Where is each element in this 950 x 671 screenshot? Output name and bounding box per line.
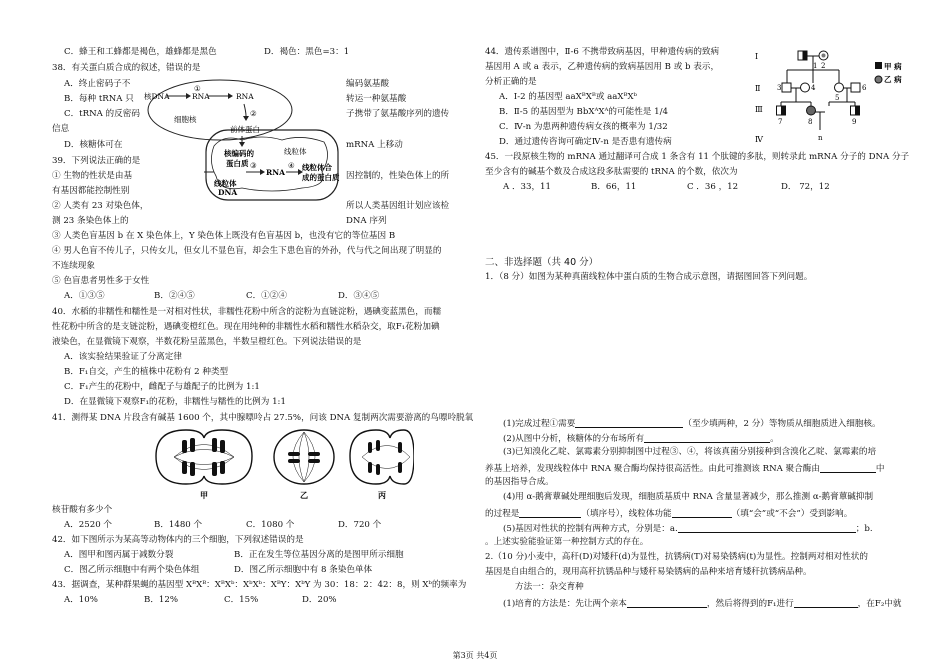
q40-option-d: D．在显微镜下观察F₁的花粉，非糯性与糯性的比例为 1:1 [64, 397, 286, 407]
q43-stem: 43．据调查，某种群果蝇的基因型 XᴮXᴮ：XᴮXᵇ：XᵇXᵇ：XᴮY：XᵇY 为 30：18：2：42：8，则 Xᵇ的频率为 [52, 580, 467, 590]
p1-sub1-a: (1)完成过程①需要 [503, 419, 576, 429]
p1-blank-4[interactable] [519, 508, 581, 518]
pedigree-num-3: 3 [777, 84, 782, 92]
q38-option-c: C．tRNA 的反密码 [64, 109, 140, 119]
q37-option-c: C．蜂王和工蜂都是褐色，雄蜂都是黑色 [64, 47, 217, 57]
q38-option-b-tail: 转运一种氨基酸 [346, 94, 407, 104]
p1-sub3d: 的基因指导合成。 [485, 477, 554, 487]
p1-sub2-b: 。 [770, 434, 779, 444]
q39-statement-4b: 不连续现象 [52, 261, 95, 271]
q39-option-d: D．③④⑤ [338, 291, 380, 301]
q41-option-a: A．2520 个 [64, 520, 112, 530]
diagram-nuclear-dna: 核DNA [144, 92, 170, 101]
q44-option-d: D．通过遗传咨询可确定Ⅳ-n 是否患有遗传病 [499, 137, 672, 147]
diagram-rna-2: RNA [236, 92, 254, 101]
q43-option-b: B．12% [144, 595, 179, 605]
pedigree-person-4 [801, 83, 810, 92]
p2-sub1-b: ，然后将得到的F₁进行 [706, 599, 794, 609]
diagram-precursor-protein: 前体蛋白 [230, 125, 260, 134]
q39-statement-5: ⑤ 色盲患者男性多于女性 [52, 276, 150, 286]
diagram-step-2: ② [250, 109, 257, 118]
q45-options [503, 183, 830, 192]
pedigree-person-8 [807, 106, 816, 115]
q38-option-b: B．每种 tRNA 只 [64, 94, 134, 104]
q39-stem: 39．下列说法正确的是 [52, 156, 141, 166]
p1-sub5 [503, 523, 873, 534]
p1-sub1-b: （至少填两种，2 分）等物质从细胞质进入细胞核。 [683, 419, 881, 429]
q41-line-1: 41．测得某 DNA 片段含有碱基 1600 个，其中腺嘌呤占 27.5%，问该 DNA 复制两次需要游离的鸟嘌呤脱氧 [52, 413, 474, 423]
q41-option-c: C．1080 个 [246, 520, 295, 530]
cell-bing-label: 丙 [378, 490, 386, 500]
q45-line-2: 至少含有的碱基个数及合成这段多肽需要的 tRNA 的个数，依次为 [485, 167, 738, 177]
q41-options [64, 521, 381, 530]
p1-sub5-b: ；b. [855, 524, 873, 534]
pedigree-num-4: 4 [811, 84, 816, 92]
page-footer: 第3页 共4页 [452, 651, 498, 660]
q41-line-2: 核苷酸有多少个 [52, 505, 113, 515]
pedigree-gen-4: Ⅳ [755, 135, 763, 144]
diagram-encoded-protein-1: 核编码的 [224, 149, 254, 158]
q44-option-a: A．Ⅰ-2 的基因型 aaXᴮXᴮ或 aaXᴮXᵇ [499, 92, 638, 102]
q39-statement-2b-tail: DNA 序列 [346, 216, 387, 226]
p1-blank-1[interactable] [575, 418, 683, 428]
q43-option-c: C．15% [224, 595, 259, 605]
legend-disease-b-swatch [875, 76, 882, 83]
cell-yi [274, 430, 334, 484]
q39-statement-2b: 测 23 条染色体上的 [52, 216, 129, 226]
q44-option-b: B．Ⅱ-5 的基因型为 BbXᴬXᴬ的可能性是 1/4 [499, 107, 668, 117]
q39-statement-1-tail: 因控制的，性染色体上的所 [346, 171, 450, 181]
pedigree-gen-3: Ⅲ [755, 105, 763, 114]
q41-option-d: D．720 个 [338, 520, 382, 530]
q43-options [64, 596, 337, 605]
q39-option-c: C．①②④ [246, 291, 287, 301]
p1-sub5c: 。上述实验能验证第一种控制方式的存在。 [485, 537, 649, 547]
cell-yi-label: 乙 [300, 490, 308, 500]
protein-synthesis-diagram [142, 76, 342, 208]
p1-sub5-a: (5)基因对性状的控制有两种方式，分别是：a. [503, 524, 678, 534]
q39-statement-4a: ④ 男人色盲不传儿子，只传女儿，但女儿不显色盲，却会生下患色盲的外孙，代与代之间出现了明显的 [52, 246, 442, 256]
diagram-mito-protein-2: 成的蛋白质 [302, 173, 340, 182]
q38-option-c-cont: 信息 [52, 124, 70, 134]
q39-statement-3: ③ 人类色盲基因 b 在 X 染色体上，Y 染色体上既没有色盲基因 b，也没有它的等位基因 B [52, 231, 396, 241]
diagram-nucleus-label: 细胞核 [174, 115, 197, 124]
q40-option-a: A．该实验结果验证了分离定律 [64, 352, 182, 362]
pedigree-num-6: 6 [862, 84, 867, 92]
q45-option-b: B．66，11 [591, 182, 637, 192]
pedigree-gen-2: Ⅱ [755, 84, 761, 93]
q40-line-1: 40．水稻的非糯性和糯性是一对相对性状，非糯性花粉中所含的淀粉为直链淀粉，遇碘变蓝黑色，而糯 [52, 307, 442, 317]
p2-blank-2[interactable] [794, 598, 858, 608]
diagram-step-4: ④ [288, 161, 295, 170]
p1-blank-3[interactable] [820, 463, 876, 473]
q45-line-1: 45．一段原核生物的 mRNA 通过翻译可合成 1 条含有 11 个肽键的多肽，则转录此 mRNA 分子的 DNA 分子 [485, 152, 910, 162]
q39-option-a: A．①③⑤ [64, 291, 105, 301]
p1-blank-2[interactable] [644, 433, 770, 443]
diagram-mitochondrion-label: 线粒体 [284, 147, 307, 156]
q38-option-a: A．终止密码子不 [64, 79, 131, 89]
q39-options [64, 292, 379, 301]
pedigree-num-7: 7 [778, 118, 783, 126]
pedigree-person-3 [782, 83, 791, 92]
q39-option-b: B．②④⑤ [154, 291, 195, 301]
q39-statement-1: ① 生物的性状是由基 [52, 171, 133, 181]
pedigree-gen-1: Ⅰ [755, 52, 759, 61]
diagram-mito-dna-2: DNA [218, 188, 238, 197]
p1-sub3c: 中 [875, 464, 885, 474]
p1-sub2 [503, 433, 779, 444]
q41-option-b: B．1480 个 [154, 520, 203, 530]
p1-sub4a: (4)用 α-鹅膏蕈碱处理细胞后发现，细胞质基质中 RNA 含量显著减少，那么推测 α-鹅膏蕈碱抑制 [503, 492, 874, 502]
pedigree-n-label: n [818, 134, 823, 142]
p1-sub4d: （填“会”或“不会”）受到影响。 [731, 509, 853, 519]
p2-method-1: 方法一：杂交育种 [515, 582, 584, 592]
cell-jia-label: 甲 [200, 490, 208, 500]
q38-stem: 38．有关蛋白质合成的叙述，错误的是 [52, 63, 201, 73]
p2-blank-1[interactable] [627, 598, 707, 608]
diagram-encoded-protein-2: 蛋白质 [226, 159, 249, 168]
p2-sub1-a: (1)培育的方法是：先让两个亲本 [503, 599, 627, 609]
q40-option-b: B．F₁自交，产生的植株中花粉有 2 种类型 [64, 367, 229, 377]
q39-statement-2: ② 人类有 23 对染色体， [52, 201, 149, 211]
q45-option-d: D． 72，12 [781, 182, 830, 192]
q44-line-2: 基因用 A 或 a 表示，乙种遗传病的致病基因用 B 或 b 表示， [485, 62, 720, 72]
q39-statement-1b: 有基因都能控制性别 [52, 186, 130, 196]
p1-blank-5[interactable] [672, 508, 732, 518]
q42-option-d: D．图乙所示细胞中有 8 条染色单体 [234, 565, 373, 575]
p1-blank-6[interactable] [678, 523, 856, 533]
p2-sub1-c: ，在F₂中就 [857, 599, 902, 609]
legend-disease-a: 甲 病 [884, 62, 902, 71]
q42-option-b: B．正在发生等位基因分离的是图甲所示细胞 [234, 550, 404, 560]
q37-option-d: D．褐色：黑色=3：1 [264, 47, 350, 57]
p1-sub4b-text: 的过程是 [485, 509, 520, 519]
p1-sub3b-text: 养基上培养，发现线粒体中 RNA 聚合酶均保持很高活性。由此可推测该 RNA 聚合酶由 [485, 464, 820, 474]
diagram-rna-3: RNA [266, 168, 285, 177]
q44-line-1: 44．遗传系谱图中，Ⅱ-6 不携带致病基因，甲种遗传病的致病 [485, 47, 720, 57]
pedigree-person-6 [851, 83, 860, 92]
p1-stem: 1．（8 分）如图为某种真菌线粒体中蛋白质的生物合成示意图，请据图回答下列问题。 [485, 272, 813, 282]
pedigree-person-5 [835, 83, 844, 92]
q42-option-c: C．图乙所示细胞中有两个染色体组 [64, 565, 200, 575]
q39-statement-2-tail: 所以人类基因组计划应该检 [346, 201, 450, 211]
q45-option-a: A ．33，11 [503, 182, 551, 192]
cell-bing [350, 430, 414, 484]
q40-option-c: C．F₁产生的花粉中，雌配子与雄配子的比例为 1:1 [64, 382, 260, 392]
q44-line-3: 分析正确的是 [485, 77, 537, 87]
diagram-mito-protein-1: 线粒体合 [302, 163, 332, 172]
cell-jia [156, 430, 252, 484]
q40-line-3: 液染色，在显微镜下观察，半数花粉呈蓝黑色，半数呈橙红色。下列说法错误的是 [52, 337, 362, 347]
q43-option-d: D．20% [302, 595, 337, 605]
p1-sub4b [485, 508, 852, 519]
p1-sub2-a: (2)从图中分析，核糖体的分布场所有 [503, 434, 645, 444]
q44-option-c: C．Ⅳ-n 为患两种遗传病女孩的概率为 1/32 [499, 122, 668, 132]
p2-sub1 [503, 598, 901, 609]
p2-line-1: 2.（10 分)小麦中，高秆(D)对矮秆(d)为显性，抗锈病(T)对易染锈病(t)为显性。控制两对相对性状的 [485, 552, 868, 562]
q43-option-a: A．10% [64, 595, 98, 605]
legend-disease-b: 乙 病 [884, 75, 902, 84]
pedigree-num-1: 1 [813, 62, 818, 70]
legend-disease-a-swatch [875, 62, 882, 69]
section-2-title: 二、非选择题（共 40 分） [485, 257, 599, 268]
p1-sub4c: （填序号），线粒体功能 [581, 509, 672, 519]
q45-option-c: C ．36 ，12 [687, 182, 739, 192]
pedigree-num-8: 8 [808, 118, 813, 126]
p1-sub3a: (3)已知溴化乙啶、氯霉素分别抑制图中过程③、④，将该真菌分别接种到含溴化乙啶、氯霉素的培 [503, 447, 877, 457]
q38-option-d-tail: mRNA 上移动 [346, 140, 403, 150]
q38-option-c-tail: 子携带了氨基酸序列的遗传 [346, 109, 450, 119]
cell-division-figure [152, 424, 414, 502]
pedigree-chart [755, 46, 905, 146]
diagram-rna-1: RNA [192, 92, 210, 101]
p1-sub3b [485, 463, 885, 474]
diagram-mito-dna-1: 线粒体 [214, 179, 237, 188]
pedigree-num-9: 9 [852, 118, 857, 126]
diagram-step-1: ① [194, 84, 201, 93]
q38-option-a-tail: 编码氨基酸 [346, 79, 389, 89]
diagram-step-3: ③ [250, 161, 257, 170]
q42-option-a: A．图甲和图丙属于减数分裂 [64, 550, 174, 560]
q40-line-2: 性花粉中所含的是支链淀粉，遇碘变橙红色。现在用纯种的非糯性水稻和糯性水稻杂交，取F₁花粉加碘 [52, 322, 440, 332]
pedigree-num-2: 2 [821, 62, 826, 70]
p2-line-2: 基因是自由组合的，现用高秆抗锈品种与矮秆易染锈病的品种来培育矮秆抗锈病品种。 [485, 567, 812, 577]
pedigree-num-5: 5 [835, 94, 840, 102]
q38-option-d: D．核糖体可在 [64, 140, 123, 150]
p1-sub1 [503, 418, 881, 429]
q42-stem: 42．如下图所示为某高等动物体内的三个细胞，下列叙述错误的是 [52, 535, 304, 545]
